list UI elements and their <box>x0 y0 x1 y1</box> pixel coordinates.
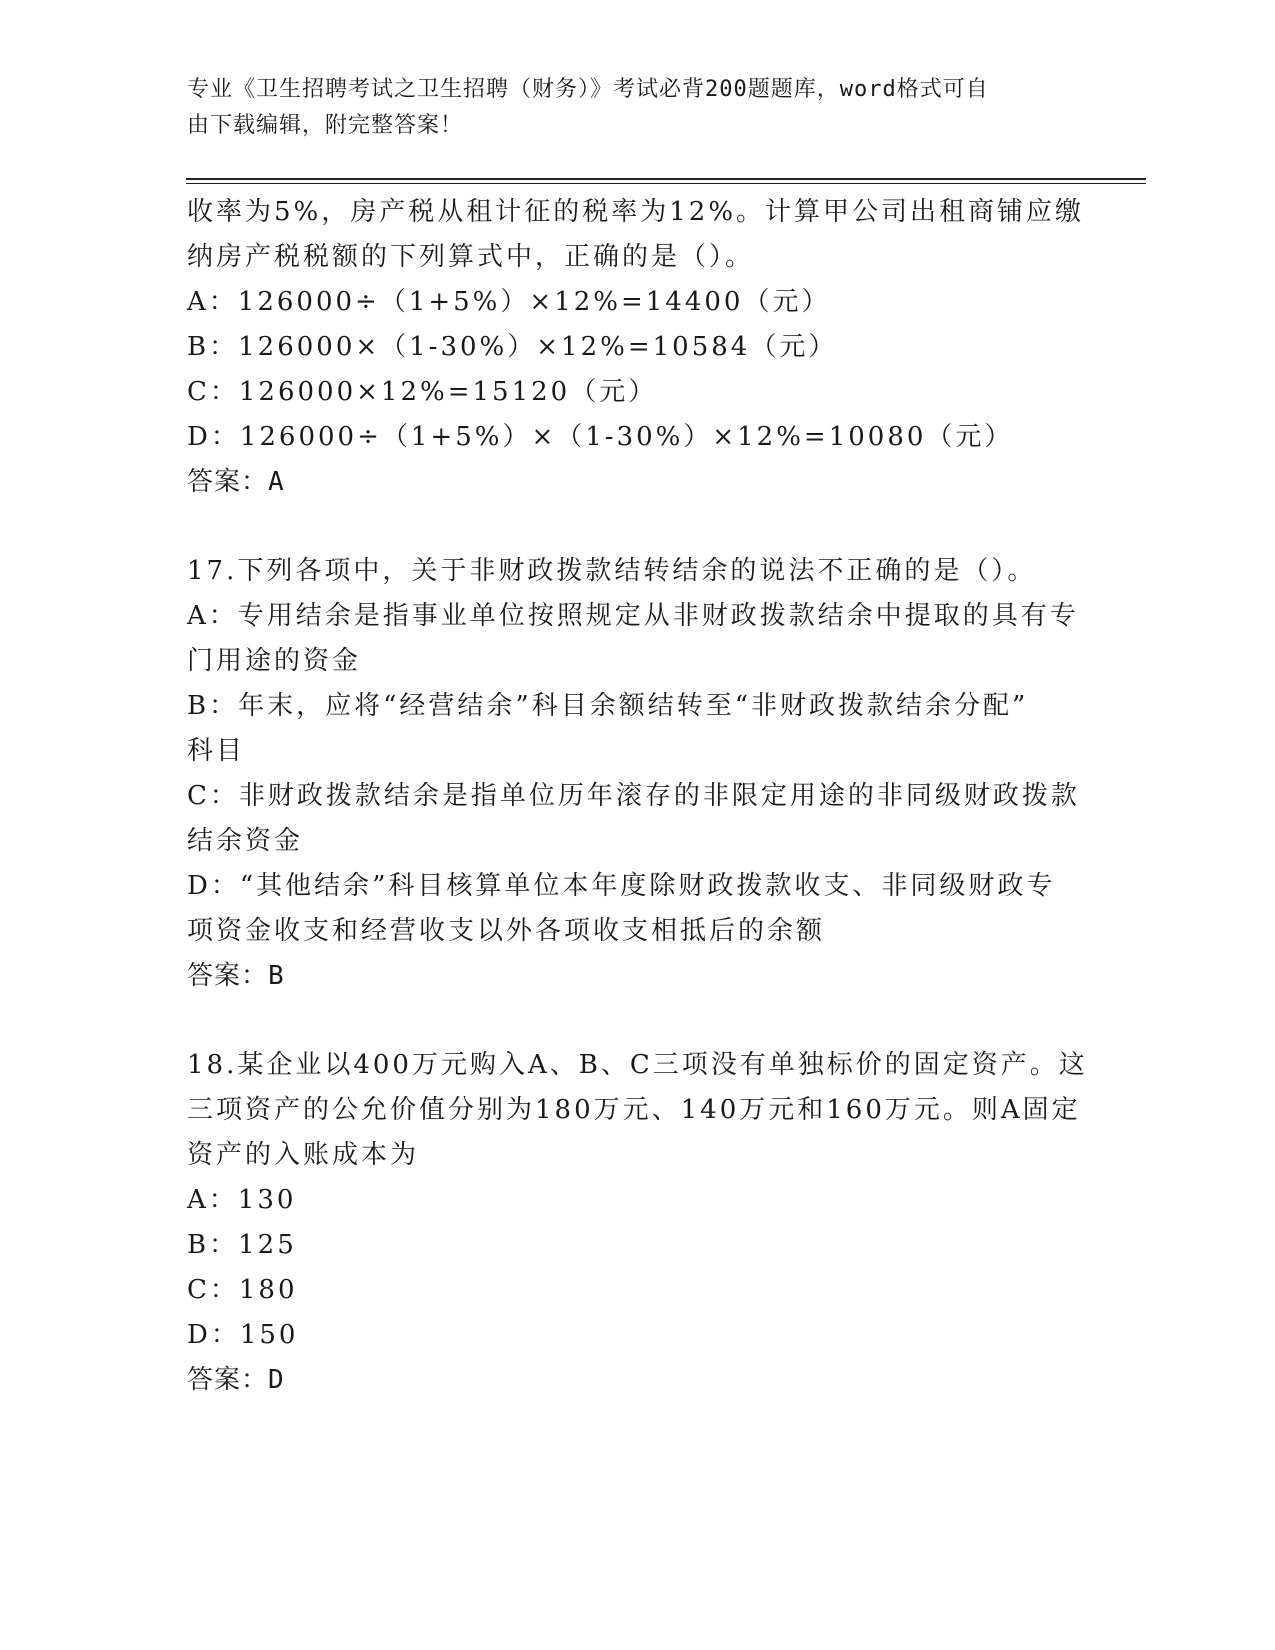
document-body <box>187 190 1087 1403</box>
option-d: D：126000÷（1+5%）×（1-30%）×12%=10080（元） <box>187 422 1014 452</box>
option-c: C：非财政拨款结余是指单位历年滚存的非限定用途的非同级财政拨款 <box>187 781 1080 811</box>
spacer <box>187 999 1087 1043</box>
option-c: C：126000×12%=15120（元） <box>187 377 658 407</box>
question-stem-line: 资产的入账成本为 <box>187 1140 420 1170</box>
option-b-continued: 科目 <box>187 736 246 766</box>
option-a: A：130 <box>187 1185 297 1215</box>
option-c: C：180 <box>187 1275 298 1305</box>
option-b: B：126000×（1-30%）×12%=10584（元） <box>187 332 838 362</box>
answer: 答案：D <box>187 1365 285 1395</box>
question-stem-line: 18.某企业以400万元购入A、B、C三项没有单独标价的固定资产。这 <box>187 1050 1088 1080</box>
question-17 <box>187 549 1087 999</box>
option-c-continued: 结余资金 <box>187 826 304 856</box>
option-b: B：125 <box>187 1230 297 1260</box>
option-d-continued: 项资金收支和经营收支以外各项收支相抵后的余额 <box>187 916 826 946</box>
question-16 <box>187 190 1087 505</box>
document-header <box>187 72 1067 144</box>
header-rule-thin <box>186 183 1146 184</box>
question-18 <box>187 1043 1087 1403</box>
option-a: A：126000÷（1+5%）×12%=14400（元） <box>187 287 831 317</box>
spacer <box>187 505 1087 549</box>
answer: 答案：A <box>187 467 285 497</box>
option-a-continued: 门用途的资金 <box>187 646 362 676</box>
option-a: A：专用结余是指事业单位按照规定从非财政拨款结余中提取的具有专 <box>187 601 1079 631</box>
header-line-1: 专业《卫生招聘考试之卫生招聘（财务）》考试必背200题题库，word格式可自 <box>187 77 989 102</box>
header-line-2: 由下载编辑，附完整答案！ <box>187 113 464 138</box>
option-b: B：年末，应将“经营结余”科目余额结转至“非财政拨款结余分配” <box>187 691 1029 721</box>
question-stem-line: 纳房产税税额的下列算式中，正确的是（）。 <box>187 242 755 272</box>
option-d: D：150 <box>187 1320 299 1350</box>
option-d: D：“其他结余”科目核算单位本年度除财政拨款收支、非同级财政专 <box>187 871 1056 901</box>
question-stem-line: 17.下列各项中，关于非财政拨款结转结余的说法不正确的是（）。 <box>187 556 1037 586</box>
question-stem-line: 三项资产的公允价值分别为180万元、140万元和160万元。则A固定 <box>187 1095 1081 1125</box>
header-rule-thick <box>186 178 1146 180</box>
question-stem-line: 收率为5%，房产税从租计征的税率为12%。计算甲公司出租商铺应缴 <box>187 197 1085 227</box>
answer: 答案：B <box>187 961 285 991</box>
